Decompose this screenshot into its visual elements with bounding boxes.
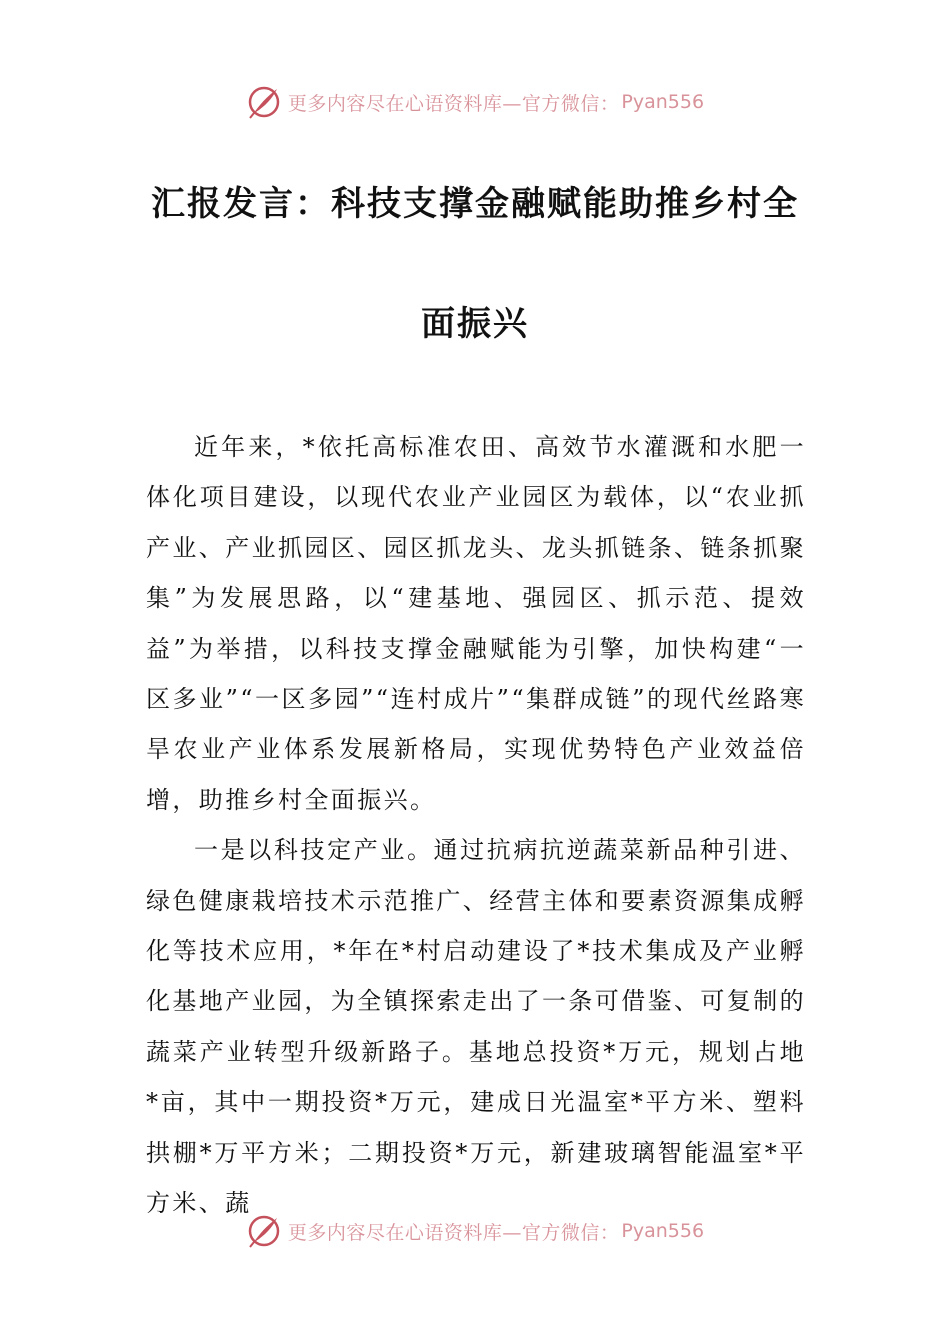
paragraph-tech-industry: 一是以科技定产业。通过抗病抗逆蔬菜新品种引进、绿色健康栽培技术示范推广、经营主体和要素资源集成孵化等技术应用，*年在*村启动建设了*技术集成及产业孵化基地产业园，为全镇探索走出了一条可借鉴、可复制的蔬菜产业转型升级新路子。基地总投资*万元，规划占地*亩，其中一期投资*万元，建成日光温室*平方米、塑料拱棚*万平方米；二期投资*万元，新建玻璃智能温室*平方米、蔬 — [146, 836, 806, 1218]
watermark-text: 更多内容尽在心语资料库—官方微信： — [287, 92, 620, 115]
document-title-line-2: 面振兴 — [421, 304, 529, 344]
watermark-text: 更多内容尽在心语资料库—官方微信： — [287, 1221, 620, 1244]
document-body — [146, 422, 806, 1229]
paragraph-intro: 近年来，*依托高标准农田、高效节水灌溉和水肥一体化项目建设，以现代农业产业园区为载体，以“农业抓产业、产业抓园区、园区抓龙头、龙头抓链条、链条抓聚集”为发展思路，以“建基地、强园区、抓示范、提效益”为举措，以科技支撑金融赋能为引擎，加快构建“一区多业”“一区多园”“连村成片”“集群成链”的现代丝路寒旱农业产业体系发展新格局，实现优势特色产业效益倍增，助推乡村全面振兴。 — [146, 433, 806, 814]
watermark-wechat-id: Pyan556 — [621, 91, 705, 113]
document-title-line-1: 汇报发言：科技支撑金融赋能助推乡村全 — [151, 184, 799, 224]
quill-logo-icon — [246, 84, 282, 120]
watermark-header — [0, 82, 950, 122]
watermark-footer — [0, 1211, 950, 1251]
watermark-wechat-id: Pyan556 — [621, 1220, 705, 1242]
quill-logo-icon — [246, 1213, 282, 1249]
